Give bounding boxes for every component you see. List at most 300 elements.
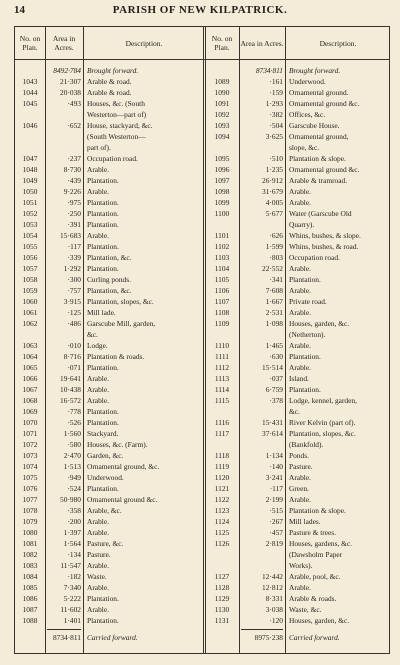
area-value: 2·531 — [265, 308, 283, 317]
area-value: 3·625 — [265, 132, 283, 141]
area-value: ·117 — [67, 242, 81, 251]
area-value: ·457 — [269, 528, 283, 537]
description: Plantation. — [87, 407, 119, 416]
right-table-row — [15, 373, 389, 384]
description: Underwood. — [87, 473, 124, 482]
description: Ornamental ground &c. — [289, 165, 360, 174]
description: Ornamental ground &c. — [289, 99, 360, 108]
area-value: 2·819 — [265, 539, 283, 548]
right-table-row — [15, 406, 389, 417]
right-table-row — [15, 120, 389, 131]
description: Ornamental ground, &c. — [87, 462, 160, 471]
description: Private road. — [289, 297, 327, 306]
description: Plantation, &c. — [87, 253, 132, 262]
header-no-on-plan-right: No. on Plan. — [211, 34, 233, 52]
area-value: ·630 — [269, 352, 283, 361]
description: House, stackyard, &c. — [87, 121, 153, 130]
description: Westerton—part of) — [87, 110, 147, 119]
plan-number: 1064 — [22, 352, 38, 361]
area-value: ·626 — [269, 231, 283, 240]
area-value: 4·005 — [265, 198, 283, 207]
plan-number: 1122 — [214, 495, 230, 504]
plan-number: 1130 — [214, 605, 230, 614]
description: Plantation & roads. — [87, 352, 145, 361]
description: Plantation & slope. — [289, 506, 346, 515]
area-value: 7·608 — [265, 286, 283, 295]
plan-number: 1125 — [214, 528, 230, 537]
plan-number: 1121 — [214, 484, 230, 493]
area-value: 1·134 — [265, 451, 283, 460]
description: Houses, &c. (South — [87, 99, 145, 108]
description: Garscube Mill, garden, — [87, 319, 156, 328]
area-value: 1·401 — [63, 616, 81, 625]
right-table-row — [15, 516, 389, 527]
area-value: ·378 — [269, 396, 283, 405]
description: Arable. — [87, 517, 109, 526]
plan-number: 1075 — [22, 473, 38, 482]
right-table-row — [15, 263, 389, 274]
description: Arable & road. — [87, 88, 132, 97]
header-area-right: Area in Acres. — [240, 38, 284, 48]
plan-number: 1096 — [214, 165, 230, 174]
plan-number: 1128 — [214, 583, 230, 592]
area-value: 3·241 — [265, 473, 283, 482]
area-value: ·117 — [269, 484, 283, 493]
description: Arable. — [87, 561, 109, 570]
description: Ornamental ground &c. — [87, 495, 158, 504]
area-value: ·504 — [269, 121, 283, 130]
description: (Netherton). — [289, 330, 326, 339]
description: Garden, &c. — [87, 451, 124, 460]
right-table-row — [15, 285, 389, 296]
description: Pasture. — [87, 550, 111, 559]
plan-number: 1117 — [214, 429, 230, 438]
right-table-row — [15, 340, 389, 351]
description: Arable. — [87, 165, 109, 174]
area-value: 1·293 — [265, 99, 283, 108]
area-value: ·975 — [67, 198, 81, 207]
right-table-row — [15, 109, 389, 120]
description: Arable. — [87, 396, 109, 405]
plan-number: 1070 — [22, 418, 38, 427]
area-value: 16·572 — [60, 396, 81, 405]
description: Mill lade. — [87, 308, 116, 317]
right-table-row — [15, 560, 389, 571]
plan-number: 1131 — [214, 616, 230, 625]
description: Plantation. — [87, 484, 119, 493]
plan-number: 1071 — [22, 429, 38, 438]
plan-number: 1106 — [214, 286, 230, 295]
area-value: 2·470 — [63, 451, 81, 460]
plan-number: 1060 — [22, 297, 38, 306]
area-value: 1·560 — [63, 429, 81, 438]
description: Arable. — [289, 495, 311, 504]
area-value: 19·641 — [60, 374, 81, 383]
description: Plantation, slopes, &c. — [289, 429, 356, 438]
description: Plantation. — [87, 264, 119, 273]
area-value: 20·038 — [60, 88, 81, 97]
plan-number: 1084 — [22, 572, 38, 581]
plan-number: 1049 — [22, 176, 38, 185]
area-value: 1·235 — [265, 165, 283, 174]
area-value: ·510 — [269, 154, 283, 163]
area-value: 3·038 — [265, 605, 283, 614]
area-value: 6·759 — [265, 385, 283, 394]
area-value: ·134 — [67, 550, 81, 559]
area-value: ·382 — [269, 110, 283, 119]
page-header — [10, 4, 390, 20]
right-table-row — [15, 87, 389, 98]
area-value: 1·513 — [63, 462, 81, 471]
plan-number: 1120 — [214, 473, 230, 482]
plan-number: 1112 — [214, 363, 230, 372]
plan-number: 1082 — [22, 550, 38, 559]
right-table-row — [15, 186, 389, 197]
description: Arable. — [289, 187, 311, 196]
plan-number: 1058 — [22, 275, 38, 284]
description: &c. — [289, 407, 300, 416]
description: (South Westerton— — [87, 132, 146, 141]
area-value: ·182 — [67, 572, 81, 581]
description: Arable, pool, &c. — [289, 572, 341, 581]
plan-number: 1055 — [22, 242, 38, 251]
plan-number: 1104 — [214, 264, 230, 273]
right-table-row — [15, 252, 389, 263]
plan-number: 1118 — [214, 451, 230, 460]
description: Plantation, slopes, &c. — [87, 297, 154, 306]
plan-number: 1068 — [22, 396, 38, 405]
description: Plantation. — [87, 418, 119, 427]
description: Pasture, &c. — [87, 539, 124, 548]
area-value: ·339 — [67, 253, 81, 262]
description: Arable. — [87, 385, 109, 394]
right-table-row — [15, 307, 389, 318]
plan-number: 1093 — [214, 121, 230, 130]
area-value: ·071 — [67, 363, 81, 372]
area-value: ·524 — [67, 484, 81, 493]
plan-number: 1089 — [214, 77, 230, 86]
total-rule — [47, 629, 81, 630]
area-value: ·037 — [269, 374, 283, 383]
area-value: 8734·811 — [255, 66, 283, 75]
total-rule — [241, 629, 283, 630]
plan-number: 1057 — [22, 264, 38, 273]
plan-number: 1123 — [214, 506, 230, 515]
right-table-row — [15, 428, 389, 439]
description: Plantation. — [87, 242, 119, 251]
description: Brought forward. — [87, 66, 139, 75]
right-table-row — [15, 164, 389, 175]
description: Plantation. — [289, 352, 321, 361]
area-value: ·267 — [269, 517, 283, 526]
plan-number: 1080 — [22, 528, 38, 537]
area-value: 9·226 — [63, 187, 81, 196]
area-value: 31·679 — [262, 187, 283, 196]
right-table-row — [15, 65, 389, 76]
right-table-row — [15, 131, 389, 142]
description: Arable & tramroad. — [289, 176, 348, 185]
description: Occupation road. — [289, 253, 340, 262]
description: Plantation. — [87, 220, 119, 229]
area-value: 22·552 — [262, 264, 283, 273]
description: Plantation. — [87, 616, 119, 625]
plan-number: 1127 — [214, 572, 230, 581]
area-value: ·526 — [67, 418, 81, 427]
plan-number: 1088 — [22, 616, 38, 625]
description: Lodge, kennel, garden, — [289, 396, 357, 405]
description: Ponds. — [289, 451, 309, 460]
area-value: ·580 — [67, 440, 81, 449]
plan-number: 1065 — [22, 363, 38, 372]
area-value: ·140 — [269, 462, 283, 471]
right-table-row — [15, 296, 389, 307]
plan-number: 1103 — [214, 253, 230, 262]
right-table-row — [15, 230, 389, 241]
right-table-row — [15, 494, 389, 505]
area-value: ·159 — [269, 88, 283, 97]
plan-number: 1126 — [214, 539, 230, 548]
plan-number: 1101 — [214, 231, 230, 240]
right-table-row — [15, 527, 389, 538]
area-value: ·493 — [67, 99, 81, 108]
area-value: 21·307 — [60, 77, 81, 86]
plan-number: 1073 — [22, 451, 38, 460]
area-value: ·439 — [67, 176, 81, 185]
right-table-row — [15, 153, 389, 164]
plan-number: 1066 — [22, 374, 38, 383]
area-value: 8492·784 — [53, 66, 81, 75]
area-value: 1·292 — [63, 264, 81, 273]
area-value: 7·340 — [63, 583, 81, 592]
plan-number: 1086 — [22, 594, 38, 603]
right-table-row — [15, 538, 389, 549]
total-description: Carried forward. — [87, 633, 138, 642]
area-value: 15·683 — [60, 231, 81, 240]
page-number: 14 — [14, 4, 25, 16]
description: Plantation, &c. — [87, 286, 132, 295]
plan-number: 1091 — [214, 99, 230, 108]
land-register-table — [14, 26, 390, 654]
right-table-row — [15, 98, 389, 109]
description: Arable. — [289, 308, 311, 317]
plan-number: 1078 — [22, 506, 38, 515]
description: Occupation road. — [87, 154, 138, 163]
right-table-row — [15, 483, 389, 494]
plan-number: 1083 — [22, 561, 38, 570]
plan-number: 1110 — [214, 341, 230, 350]
description: Arable & road. — [87, 77, 132, 86]
area-value: 11·602 — [60, 605, 81, 614]
area-value: 1·667 — [265, 297, 283, 306]
description: Whins, bushes, & slope. — [289, 231, 361, 240]
plan-number: 1072 — [22, 440, 38, 449]
header-no-on-plan-left: No. on Plan. — [19, 34, 41, 52]
description: Works). — [289, 561, 313, 570]
plan-number: 1077 — [22, 495, 38, 504]
area-value: ·949 — [67, 473, 81, 482]
plan-number: 1087 — [22, 605, 38, 614]
description: Arable. — [289, 473, 311, 482]
area-value: ·125 — [67, 308, 81, 317]
description: Offices, &c. — [289, 110, 326, 119]
area-value: 8·730 — [63, 165, 81, 174]
area-value: ·358 — [67, 506, 81, 515]
description: Curling ponds. — [87, 275, 131, 284]
right-table-row — [15, 219, 389, 230]
description: Waste. — [87, 572, 107, 581]
description: (Bankfold). — [289, 440, 324, 449]
area-value: ·757 — [67, 286, 81, 295]
plan-number: 1107 — [214, 297, 230, 306]
plan-number: 1090 — [214, 88, 230, 97]
area-value: ·120 — [269, 616, 283, 625]
area-value: 1·465 — [265, 341, 283, 350]
plan-number: 1074 — [22, 462, 38, 471]
right-table-row — [15, 197, 389, 208]
area-value: ·341 — [269, 275, 283, 284]
plan-number: 1124 — [214, 517, 230, 526]
right-table-row — [15, 329, 389, 340]
description: Plantation. — [87, 198, 119, 207]
plan-number: 1044 — [22, 88, 38, 97]
plan-number: 1097 — [214, 176, 230, 185]
plan-number: 1100 — [214, 209, 230, 218]
area-value: ·778 — [67, 407, 81, 416]
description: part of). — [87, 143, 111, 152]
plan-number: 1053 — [22, 220, 38, 229]
plan-number: 1095 — [214, 154, 230, 163]
description: River Kelvin (part of). — [289, 418, 356, 427]
description: Arable. — [289, 286, 311, 295]
plan-number: 1099 — [214, 198, 230, 207]
area-value: ·486 — [67, 319, 81, 328]
description: Houses, &c. (Farm). — [87, 440, 148, 449]
plan-number: 1105 — [214, 275, 230, 284]
plan-number: 1061 — [22, 308, 38, 317]
description: Arable. — [289, 341, 311, 350]
table-body — [15, 59, 389, 653]
right-table-row — [15, 461, 389, 472]
area-value: 50·980 — [60, 495, 81, 504]
right-table-row — [15, 582, 389, 593]
description: Brought forward. — [289, 66, 341, 75]
right-table-row — [15, 472, 389, 483]
area-value: ·010 — [67, 341, 81, 350]
description: Arable. — [87, 187, 109, 196]
area-value: ·161 — [269, 77, 283, 86]
description: slope, &c. — [289, 143, 320, 152]
plan-number: 1094 — [214, 132, 230, 141]
area-value: 1·397 — [63, 528, 81, 537]
plan-number: 1046 — [22, 121, 38, 130]
right-table-row — [15, 362, 389, 373]
plan-number: 1052 — [22, 209, 38, 218]
area-value: ·200 — [67, 517, 81, 526]
area-value: 2·199 — [265, 495, 283, 504]
description: Whins, bushes, & road. — [289, 242, 359, 251]
description: Arable & roads. — [289, 594, 337, 603]
area-value: 37·614 — [262, 429, 283, 438]
description: Lodge. — [87, 341, 108, 350]
description: Plantation. — [87, 209, 119, 218]
right-table-row — [15, 450, 389, 461]
description: Arable. — [87, 583, 109, 592]
description: Houses, garden, &c. — [289, 319, 350, 328]
right-table-row — [15, 142, 389, 153]
description: Arable. — [289, 583, 311, 592]
right-table-row — [15, 604, 389, 615]
header-description-right: Description. — [319, 38, 357, 48]
plan-number: 1108 — [214, 308, 230, 317]
right-table-row — [15, 241, 389, 252]
right-table-row — [15, 615, 389, 626]
area-value: 3·915 — [63, 297, 81, 306]
area-value: 15·514 — [262, 363, 283, 372]
plan-number: 1109 — [214, 319, 230, 328]
right-table-row — [15, 571, 389, 582]
description: Plantation. — [87, 363, 119, 372]
description: Houses, garden, &c. — [289, 616, 350, 625]
right-table-row — [15, 208, 389, 219]
plan-number: 1092 — [214, 110, 230, 119]
plan-number: 1067 — [22, 385, 38, 394]
area-value: 1·098 — [265, 319, 283, 328]
description: &c. — [87, 330, 98, 339]
description: Arable, &c. — [87, 506, 122, 515]
right-table-row — [15, 175, 389, 186]
description: Plantation & slope. — [289, 154, 346, 163]
description: Island. — [289, 374, 309, 383]
total-description: Carried forward. — [289, 633, 340, 642]
description: Plantation. — [87, 176, 119, 185]
page-title: PARISH OF NEW KILPATRICK. — [112, 4, 288, 16]
area-value: 12·812 — [262, 583, 283, 592]
header-description-left: Description. — [125, 38, 163, 48]
right-table-row — [15, 318, 389, 329]
area-value: 15·431 — [262, 418, 283, 427]
description: (Dawsholm Paper — [289, 550, 343, 559]
header-area-left: Area in Acres. — [52, 34, 76, 52]
area-value: ·237 — [67, 154, 81, 163]
area-value: 26·912 — [262, 176, 283, 185]
area-value: ·250 — [67, 209, 81, 218]
description: Pasture. — [289, 462, 313, 471]
description: Mill lades. — [289, 517, 321, 526]
right-table-row — [15, 439, 389, 450]
description: Arable. — [87, 374, 109, 383]
plan-number: 1050 — [22, 187, 38, 196]
description: Arable. — [87, 528, 109, 537]
plan-number: 1045 — [22, 99, 38, 108]
description: Garscube House. — [289, 121, 340, 130]
plan-number: 1076 — [22, 484, 38, 493]
description: Waste, &c. — [289, 605, 322, 614]
area-value: ·803 — [269, 253, 283, 262]
description: Arable. — [87, 605, 109, 614]
plan-number: 1115 — [214, 396, 230, 405]
right-table-row — [15, 76, 389, 87]
plan-number: 1051 — [22, 198, 38, 207]
plan-number: 1098 — [214, 187, 230, 196]
description: Houses, gardens, &c. — [289, 539, 353, 548]
area-value: 10·438 — [60, 385, 81, 394]
right-table-row — [15, 549, 389, 560]
total-area: 8975·238 — [254, 633, 283, 642]
area-value: ·652 — [67, 121, 81, 130]
area-value: 1·564 — [63, 539, 81, 548]
table-header — [15, 27, 389, 60]
total-area: 8734·811 — [52, 633, 81, 642]
